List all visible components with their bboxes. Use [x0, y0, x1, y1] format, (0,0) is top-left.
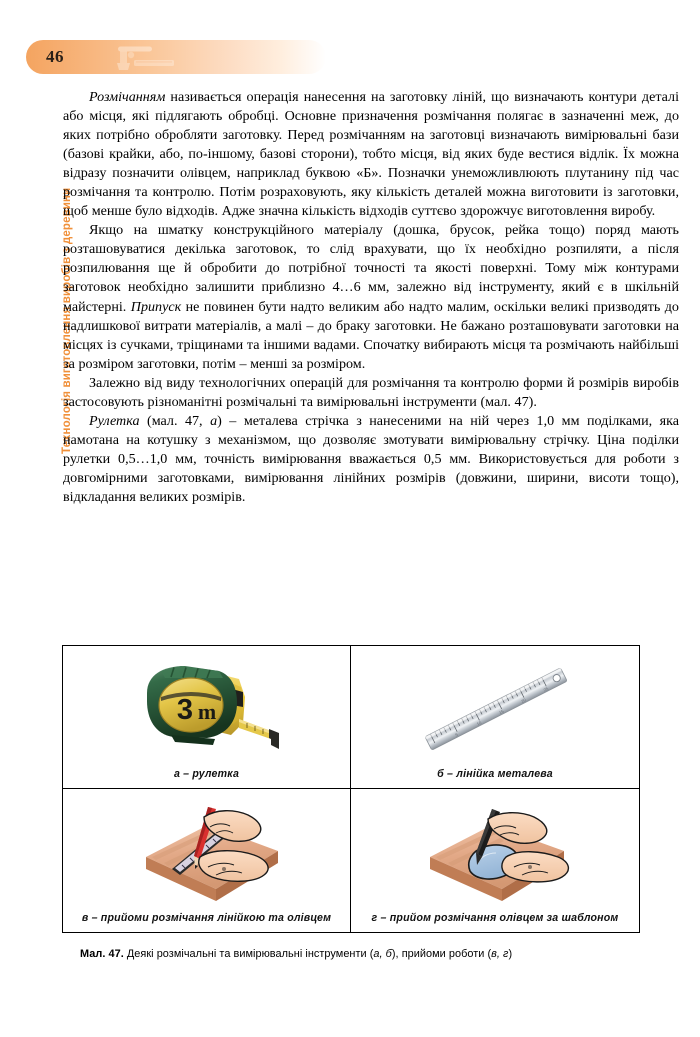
article-body	[63, 88, 679, 507]
tape-measure-illustration	[63, 646, 350, 768]
page-header-banner	[26, 40, 326, 74]
figure-caption-text-1: Деякі розмічальні та вимірювальні інструменти (	[123, 948, 374, 960]
figure-panel-g	[351, 789, 639, 932]
tape-measure-size-label: 3	[176, 694, 193, 726]
metal-ruler-illustration	[351, 646, 639, 768]
figure-47	[62, 645, 640, 933]
paragraph-3: Залежно від виду технологічних операцій для розмічання та контролю форми й розмірів виробів застосовують різноманітні розмічальні та вимірювальні інструменти (мал. 47).	[63, 374, 679, 410]
figure-panel-a-caption: а – рулетка	[173, 768, 240, 780]
figure-panel-v-caption: в – прийоми розмічання лінійкою та олівцем	[81, 912, 332, 924]
term-prypusk: Припуск	[130, 298, 182, 315]
paragraph-4	[63, 412, 679, 507]
paragraph-1-text: називається операція нанесення на заготовку ліній, що визначають контури деталі або місця, які підлягають обробці. Основне призначення розмічання полягає в зазначенні меж, до яких потрібно обробляти заготовку. Перед розмічанням на заготовці визначають вимірювальні бази (базові крайки, або, по-іншому, базові сторони), тобто місця, від яких буде вестися відлік. Їх можна відразу позначити олівцем, наприклад буквою «Б». Позначки унеможливлюють плутанину під час розмічання та контролю. Потім розраховують, яку кількість деталей можна виготовити із заготовки, щоб менше було відходів. Адже значна кількість відходів суттєво здорожчує виготовлення виробу.	[63, 89, 679, 220]
svg-text:20: 20	[520, 697, 527, 704]
hands-ruler-pencil-icon	[112, 799, 302, 907]
marking-with-template-illustration	[351, 789, 639, 912]
svg-text:m: m	[197, 699, 216, 724]
svg-text:15: 15	[498, 708, 505, 716]
chapter-side-title: Технологія виготовлення виробів з деревини	[61, 187, 73, 454]
figure-panel-grid	[63, 646, 639, 932]
tool-emblem-icon	[104, 44, 190, 71]
figure-caption-letters-vg: в, г	[491, 948, 509, 960]
metal-ruler-icon	[400, 657, 590, 761]
term-rozmichannya: Розмічанням	[89, 89, 166, 105]
figure-caption-text-3: )	[508, 948, 513, 960]
paragraph-2-text-before: Якщо на шматку конструкційного матеріалу (дошка, брусок, рейка тощо) поряд мають розташовуватися декілька заготовок, то слід врахувати, що їх необхідно розпиляти, а після розпилювання ще й обробити до потрібної точності та якості поверхні. Тому між контурами заготовок необхідно залишити приблизно 4…6 мм, залежно від інструменту, який є в шкільній майстерні.	[63, 222, 679, 315]
paragraph-2-text-after: не повинен бути надто великим або надто малим, оскільки великі призводять до надлишкової витрати матеріалів, а малі – до браку заготовки. Не бажано розташовувати заготовки на місцях із сучками, тріщинами та іншими вадами. Спочатку вибирають місця та розмічають найбільші за розміром заготовки, потім – менші за розміром.	[63, 298, 679, 372]
figure-panel-b	[351, 646, 639, 789]
figure-panel-g-caption: г – прийом розмічання олівцем за шаблоном	[371, 912, 619, 924]
figure-caption-letters-ab: а, б	[373, 948, 392, 960]
tape-measure-icon	[119, 657, 295, 761]
paragraph-2	[63, 221, 679, 373]
figure-panel-v	[63, 789, 351, 932]
figure-number: Мал. 47.	[80, 948, 124, 960]
figure-panel-b-caption: б – лінійка металева	[437, 768, 553, 780]
figure-ref-letter-a: а	[210, 412, 218, 429]
hands-template-pencil-icon	[400, 799, 590, 907]
svg-text:10: 10	[475, 719, 483, 727]
paragraph-4-text-mid: (мал. 47,	[139, 412, 211, 429]
term-ruletka: Рулетка	[89, 412, 140, 429]
figure-47-caption	[80, 948, 660, 960]
svg-text:5: 5	[454, 731, 459, 738]
figure-caption-text-2: ), прийоми роботи (	[391, 948, 492, 960]
page-number: 46	[46, 47, 64, 66]
marking-with-ruler-illustration	[63, 789, 350, 912]
figure-panel-a	[63, 646, 351, 789]
svg-text:25: 25	[542, 685, 550, 693]
paragraph-4-text-after: ) – металева стрічка з нанесеними на ній через 1,0 мм поділками, яка намотана на котушку з механізмом, що дозволяє змотувати вимірювальну стрічку. Ціна поділки рулетки 0,5…1,0 мм, точність вимірювання вважається 0,5 мм. Використовується для роботи з довгомірними заготовками, вимірювання лінійних розмірів (довжини, ширини, висоти тощо), відкладання великих розмірів.	[63, 412, 679, 505]
paragraph-1	[63, 88, 679, 221]
